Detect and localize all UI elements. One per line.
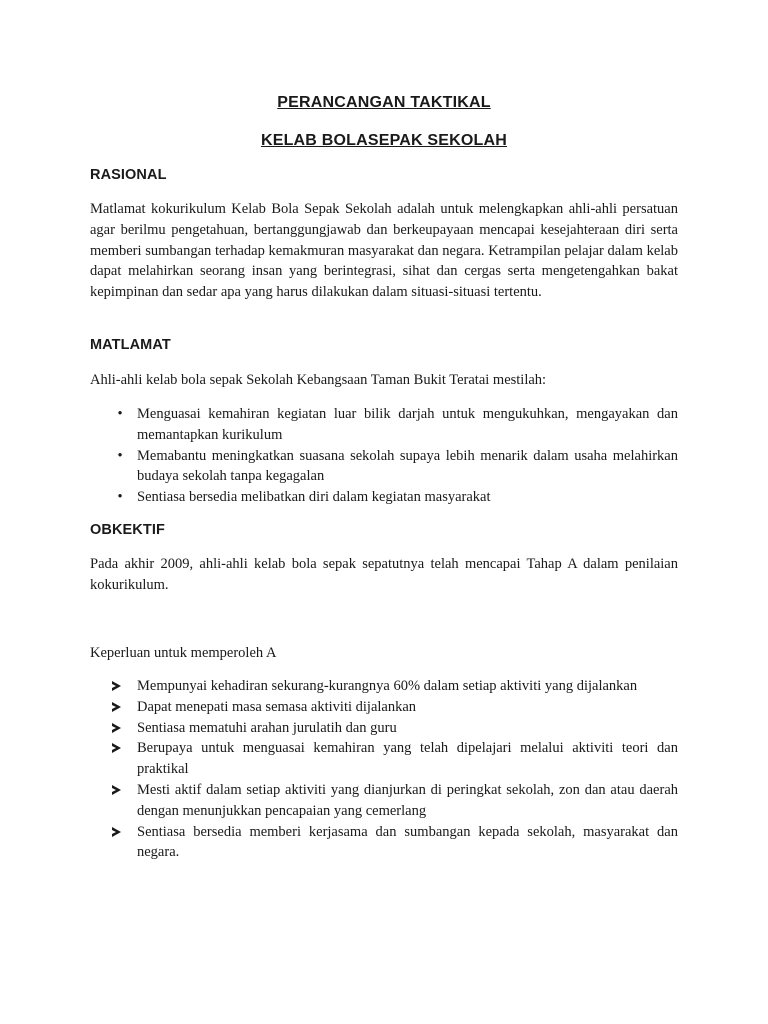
list-item-text: Sentiasa mematuhi arahan jurulatih dan guru [137,719,397,736]
list-item-text: Dapat menepati masa semasa aktiviti dijalankan [137,698,417,715]
list-item-text: Sentiasa bersedia memberi kerjasama dan sumbangan kepada sekolah, masyarakat dan negara. [137,823,678,861]
arrow-bullet-icon [110,822,122,844]
section-heading-matlamat: MATLAMAT [90,337,171,353]
bullet-icon: • [117,447,123,464]
list-item-text: Sentiasa bersedia melibatkan diri dalam kegiatan masyarakat [137,489,491,506]
document-title: PERANCANGAN TAKTIKAL [277,94,491,111]
objektif-paragraph: Pada akhir 2009, ahli-ahli kelab bola sepak sepatutnya telah mencapai Tahap A dalam penilaian kokurikulum. [90,556,678,593]
keperluan-intro: Keperluan untuk memperoleh A [90,645,277,661]
matlamat-intro: Ahli-ahli kelab bola sepak Sekolah Kebangsaan Taman Bukit Teratai mestilah: [90,372,547,388]
list-item-text: Memabantu meningkatkan suasana sekolah supaya lebih menarik dalam usaha melahirkan budaya sekolah tanpa kegagalan [137,447,678,485]
section-heading-objektif: OBKEKTIF [90,522,165,538]
section-heading-rasional: RASIONAL [90,167,167,183]
list-item [90,780,678,822]
list-item [90,404,678,446]
list-item [90,446,678,488]
arrow-bullet-icon [110,718,122,740]
list-item-text: Mesti aktif dalam setiap aktiviti yang dianjurkan di peringkat sekolah, zon dan atau daerah dengan menunjukkan pencapaian yang cemerlang [137,781,678,819]
bullet-icon: • [117,406,123,422]
arrow-bullet-icon [110,780,122,802]
arrow-bullet-icon [110,738,122,760]
document-subtitle: KELAB BOLASEPAK SEKOLAH [260,132,508,149]
list-item [90,738,678,780]
list-item [90,697,678,718]
list-item [90,487,678,508]
list-item-text: Mempunyai kehadiran sekurang-kurangnya 60% dalam setiap aktiviti yang dijalankan [137,678,638,694]
arrow-bullet-icon [110,676,122,698]
rasional-paragraph: Matlamat kokurikulum Kelab Bola Sepak Sekolah adalah untuk melengkapkan ahli-ahli persatuan agar berilmu pengetahuan, bertanggungjawab dan berkeupayaan mencapai kesejahteraan diri serta memberi sumbangan terhadap kemakmuran masyarakat dan negara. Ketrampilan pelajar dalam kelab dapat melahirkan seorang insan yang berintegrasi, sihat dan cergas serta mengetengahkan bakat kepimpinan dan sedar apa yang harus dilakukan dalam situasi-situasi tertentu. [90,201,678,301]
list-item-text: Menguasai kemahiran kegiatan luar bilik darjah untuk mengukuhkan, mengayakan dan memantapkan kurikulum [137,406,678,443]
list-item [90,676,678,697]
matlamat-list [90,404,678,508]
keperluan-list [90,676,678,863]
bullet-icon: • [117,489,123,506]
list-item [90,822,678,864]
arrow-bullet-icon [110,697,122,719]
list-item [90,718,678,739]
list-item-text: Berupaya untuk menguasai kemahiran yang telah dipelajari melalui aktiviti teori dan praktikal [137,740,678,778]
